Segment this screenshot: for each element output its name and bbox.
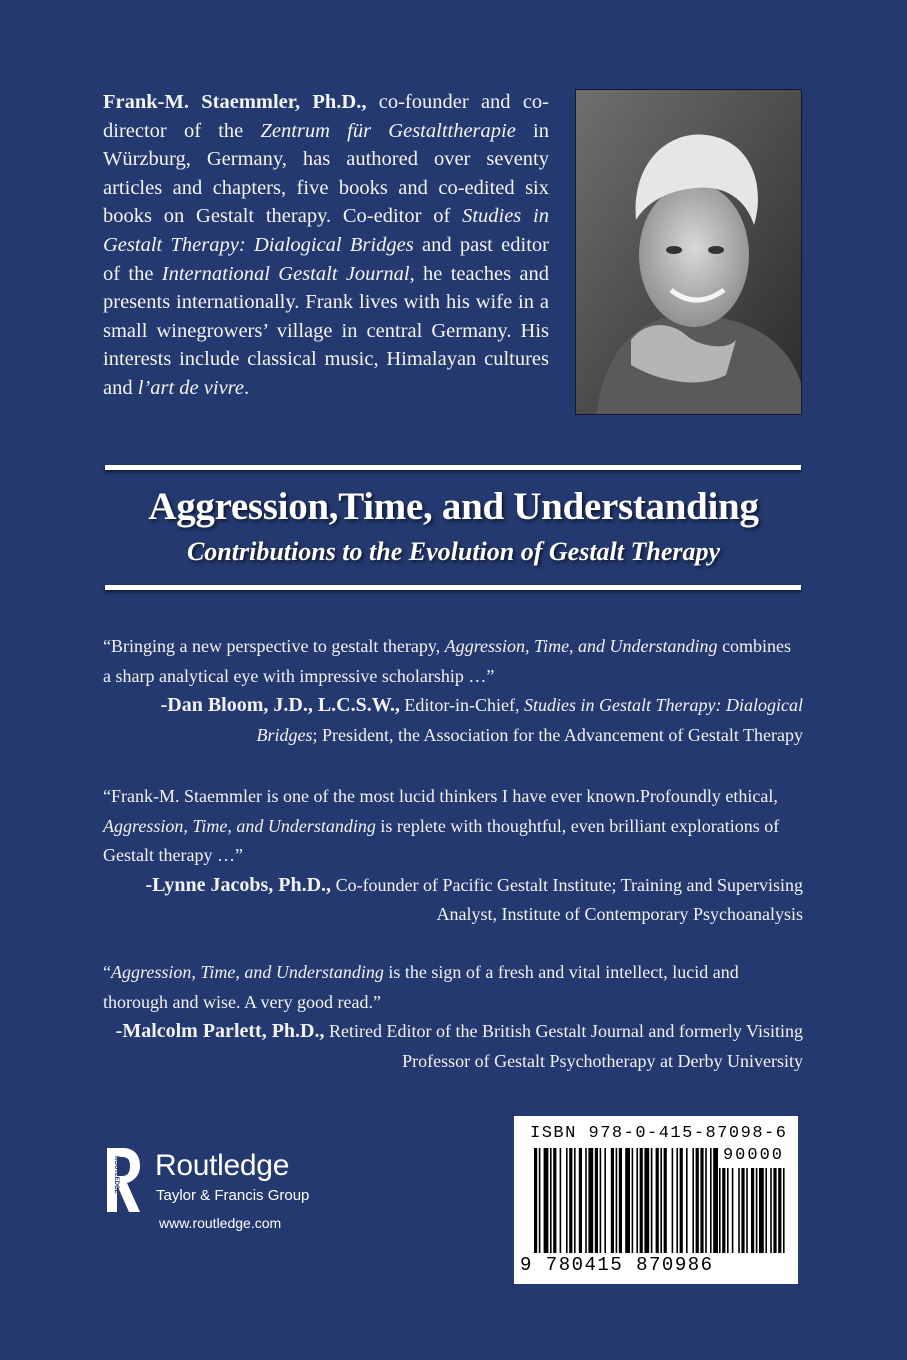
addon-bar — [719, 1168, 721, 1253]
barcode-bar — [566, 1148, 568, 1253]
addon-bar — [722, 1168, 725, 1253]
bottom-divider — [105, 585, 801, 590]
addon-bar — [746, 1168, 748, 1253]
barcode-bar — [651, 1148, 653, 1253]
barcode-bar — [700, 1148, 703, 1253]
isbn-label: ISBN 978-0-415-87098-6 — [530, 1124, 788, 1143]
quote-text: “Bringing a new perspective to gestalt therapy, Aggression, Time, and Understanding combines a sharp analytical eye with impressive scholarship …” — [103, 636, 792, 686]
barcode-bar — [544, 1148, 549, 1253]
publisher-name: Routledge — [155, 1149, 290, 1182]
barcode-bar — [636, 1148, 638, 1253]
addon-bar — [756, 1168, 758, 1253]
author-bio: Frank-M. Staemmler, Ph.D., co-founder and co-director of the Zentrum für Gestalttherapie in Würzburg, Germany, has authored over seventy articles and chapters, five books and co-edited six books on Gestalt therapy. Co-editor of Studies in Gestalt Therapy: Dialogical Bridges and past editor of the International Gestalt Journal, he teaches and presents internationally. Frank lives with his wife in a small winegrowers’ village in central Germany. His interests include classical music, Himalayan cultures and l’art de vivre. — [103, 91, 549, 399]
barcode-bar — [640, 1148, 643, 1253]
barcode-bar — [616, 1148, 618, 1253]
review-quote-3 — [103, 958, 803, 1076]
publisher-url: www.routledge.com — [159, 1215, 282, 1231]
addon-bar — [741, 1168, 744, 1253]
price-code: 90000 — [722, 1146, 784, 1165]
author-portrait-image — [576, 90, 802, 415]
barcode-bar — [574, 1148, 576, 1253]
review-quote-2 — [103, 782, 803, 930]
barcode-bar — [656, 1148, 659, 1253]
barcode-bar — [560, 1148, 562, 1253]
barcode-bar — [660, 1148, 662, 1253]
barcode-bar — [539, 1148, 541, 1253]
author-name: Frank-M. Staemmler, Ph.D., — [103, 91, 367, 113]
author-photo — [575, 89, 802, 415]
barcode-bar — [579, 1148, 582, 1253]
barcode-bar — [710, 1148, 712, 1253]
reviewer-name: -Malcolm Parlett, Ph.D., — [115, 1020, 325, 1042]
publisher-logo — [103, 1145, 363, 1235]
barcode-bar — [595, 1148, 598, 1253]
barcode-bar — [696, 1148, 699, 1253]
routledge-r-icon — [103, 1148, 141, 1212]
addon-bar — [783, 1168, 785, 1253]
barcode-bar — [625, 1148, 630, 1253]
ean-digits: 9 780415 870986 — [520, 1254, 714, 1276]
quote-attribution: -Malcolm Parlett, Ph.D., Retired Editor of the British Gestalt Journal and formerly Visiting Professor of Gestalt Psychotherapy at Derby University — [115, 1020, 803, 1071]
barcode-bar — [534, 1148, 537, 1253]
quote-text: “Aggression, Time, and Understanding is the sign of a fresh and vital intellect, lucid and thorough and wise. A very good read.” — [103, 962, 739, 1012]
isbn-barcode — [514, 1116, 798, 1284]
barcode-bar — [705, 1148, 707, 1253]
barcode-bar — [550, 1148, 552, 1253]
top-divider — [105, 465, 801, 470]
addon-bar — [751, 1168, 754, 1253]
reviewer-name: -Lynne Jacobs, Ph.D., — [145, 873, 332, 896]
quote-attribution: -Lynne Jacobs, Ph.D., Co-founder of Pacific Gestalt Institute; Training and Supervising Analyst, Institute of Contemporary Psychoanalysis — [145, 873, 803, 924]
barcode-bar — [672, 1148, 674, 1253]
addon-bar — [727, 1168, 729, 1253]
barcode-bar — [585, 1148, 587, 1253]
addon-bar — [732, 1168, 734, 1253]
addon-bar — [773, 1168, 776, 1253]
addon-bar — [778, 1168, 781, 1253]
barcode-bar — [644, 1148, 649, 1253]
barcode-bar — [680, 1148, 683, 1253]
barcode-bar — [604, 1148, 606, 1253]
barcode-bar — [713, 1148, 718, 1253]
barcode-bar — [686, 1148, 688, 1253]
book-subtitle: Contributions to the Evolution of Gestalt Therapy — [186, 537, 721, 566]
addon-bar — [759, 1168, 764, 1253]
publisher-group: Taylor & Francis Group — [156, 1187, 310, 1204]
barcode-bar — [619, 1148, 622, 1253]
barcode-bar — [611, 1148, 614, 1253]
barcode-bar — [632, 1148, 634, 1253]
quote-attribution: -Dan Bloom, J.D., L.C.S.W., Editor-in-Chief, Studies in Gestalt Therapy: Dialogical Bridges; President, the Association for the Advancement of Gestalt Therapy — [160, 694, 803, 745]
book-title: Aggression,Time, and Understanding — [148, 485, 759, 528]
addon-bar — [738, 1168, 740, 1253]
barcode-bar — [676, 1148, 678, 1253]
quote-text: “Frank-M. Staemmler is one of the most lucid thinkers I have ever known.Profoundly ethical, Aggression, Time, and Understanding is replete with thoughtful, even brilliant explorations of Gestalt therapy …” — [103, 786, 780, 865]
addon-bar — [770, 1168, 772, 1253]
barcode-bar — [588, 1148, 593, 1253]
routledge-mark-text: ROUTLEDGE — [113, 1156, 119, 1194]
barcode-bar — [569, 1148, 572, 1253]
barcode-bar — [664, 1148, 667, 1253]
barcode-bar — [553, 1148, 556, 1253]
reviewer-name: -Dan Bloom, J.D., L.C.S.W., — [160, 694, 400, 716]
barcode-bar — [692, 1148, 694, 1253]
barcode-bar — [600, 1148, 602, 1253]
review-quote-1 — [103, 632, 803, 750]
addon-bar — [765, 1168, 767, 1253]
